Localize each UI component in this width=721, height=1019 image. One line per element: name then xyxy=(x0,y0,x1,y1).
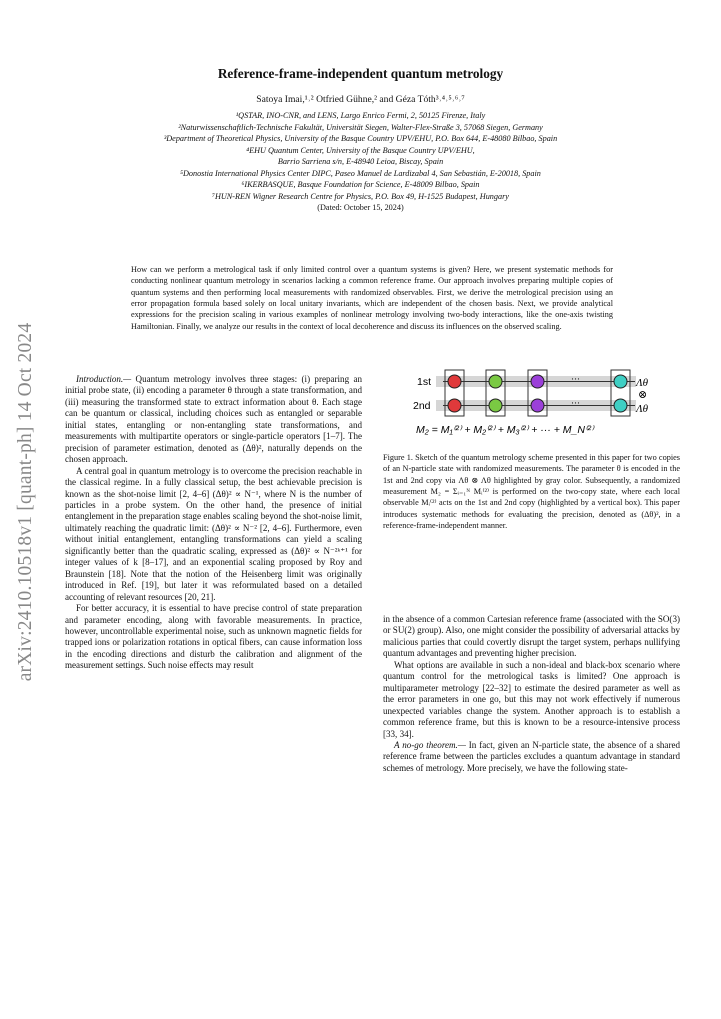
affiliation: Barrio Sarriena s/n, E-48940 Leioa, Biscay, Spain xyxy=(277,157,444,166)
particle-dot xyxy=(489,399,502,412)
date-line: (Dated: October 15, 2024) xyxy=(317,203,404,212)
lambda-theta: Λθ xyxy=(636,403,649,415)
paragraph: Quantum metrology involves three stages: (i) preparing an initial probe state, (ii) encoding a parameter θ through a state transformation, and (iii) measuring the transformed state to extract information about θ. Each stage can be quantum or classical, including choices such as entangled or separable initial states, entangling or non-entangling state transformations, and measurements with multipartite operators or single-particle operators [1–7]. The precision of parameter estimation, denoted as (Δθ)², naturally depends on the chosen approach. xyxy=(65,374,362,465)
paragraph: A central goal in quantum metrology is to overcome the precision reachable in the classical regime. In a fully classical setup, the best achievable precision is known as the shot-noise limit [2, 4–6] (Δθ)² ∝ N⁻¹, where N is the number of particles in a probe system. On the other hand, the presence of initial entanglement in the preparation stage enables scaling beyond the shot-noise limit, ultimately reaching the quadratic limit: (Δθ)² ∝ N⁻² [2, 4–6]. Furthermore, even without initial entanglement, entangling transformations can yield a scaling significantly better than the quadratic scaling, expressed as (Δθ)² ∝ N⁻²ᵏ⁺¹ for integer values of k [8–17], and an exponential scaling proposed by Roy and Braunstein [18]. Note that the notion of the Heisenberg limit was originally introduced in Ref. [19], but later it was reformulated based on a detailed accounting of relevant resources [20, 21]. xyxy=(65,465,362,602)
right-column xyxy=(383,614,680,774)
particle-dot xyxy=(448,375,461,388)
tensor-symbol: ⊗ xyxy=(638,389,648,401)
arxiv-id: arXiv:2410.10518v1 [quant-ph] 14 Oct 2024 xyxy=(15,322,36,682)
section-heading: A no-go theorem.— xyxy=(394,739,466,750)
paragraph: What options are available in such a non-ideal and black-box scenario where quantum control for the metrological tasks is limited? One approach is multiparameter metrology [22–32] to estimate the desired parameter as well as the error parameters in one go, but this may not work effectively if numerous unexpected variables change the system. Another approach is to establish a common reference frame, but this is known to be a resource-intensive process [33, 34]. xyxy=(383,659,680,739)
abstract: How can we perform a metrological task if only limited control over a quantum systems is given? Here, we present systematic methods for conducting nonlinear quantum metrology in scenarios lacking a common reference frame. Our approach involves preparing multiple copies of quantum systems and then performing local measurements with randomized observables. First, we derive the metrological precision using an error propagation formula based solely on local unitary invariants, which are independent of the chosen basis. Next, we provide analytical expressions for the precision scaling in various examples of nonlinear metrology involving two-body interactions, like the one-axis twisting Hamiltonian. Finally, we analyze our results in the context of local decoherence and discuss its influences on the observed scaling. xyxy=(131,265,613,331)
particle-dot xyxy=(614,399,627,412)
affiliation: ⁵Donostia International Physics Center DIPC, Paseo Manuel de Lardizabal 4, San Sebastián, E-20018, Spain xyxy=(180,168,541,178)
particle-dot xyxy=(531,375,544,388)
ellipsis: ··· xyxy=(571,374,580,384)
particle-dot xyxy=(489,375,502,388)
left-column xyxy=(65,374,362,672)
affiliation: ⁶IKERBASQUE, Basque Foundation for Science, E-48009 Bilbao, Spain xyxy=(241,180,480,189)
section-heading: Introduction.— xyxy=(76,374,132,384)
row2-label: 2nd xyxy=(413,400,431,412)
lambda-theta: Λθ xyxy=(636,377,649,389)
paragraph: For better accuracy, it is essential to have precise control of state preparation and parameter encoding, along with favorable measurements. In practice, however, uncontrollable experimental noise, such as unknown magnetic fields for trapped ions or polarization rotations in optical fibers, can cause information loss in the encoding directions and disturb the calibration and alignment of the measurement settings. Such noise effects may result xyxy=(65,603,362,671)
authors: Satoya Imai,¹˒² Otfried Gühne,² and Géza Tóth³˒⁴˒⁵˒⁶˒⁷ xyxy=(256,94,465,105)
ellipsis: ··· xyxy=(571,398,580,408)
arxiv-stamp xyxy=(4,322,48,682)
paragraph: In fact, given an N-particle state, the absence of a shared reference frame between the particles excludes a quantum advantage in standard schemes of metrology. More precisely, we have the following state- xyxy=(383,739,681,773)
figure-caption: Figure 1. Sketch of the quantum metrology scheme presented in this paper for two copies of an N-particle state with randomized measurements. The parameter θ is encoded in the 1st and 2nd copy via Λθ ⊗ Λθ highlighted by gray color. Subsequently, a randomized measurement M₂ = Σᵢ₌₁ᴺ Mᵢ⁽²⁾ is performed on the two-copy state, where each local observable Mᵢ⁽²⁾ acts on the 1st and 2nd copy (highlighted by a vertical box). This paper introduces systematic methods for evaluating the precision, denoted as (Δθ)², in a reference-frame-independent manner. xyxy=(383,453,680,531)
affiliation: ⁴EHU Quantum Center, University of the Basque Country UPV/EHU, xyxy=(246,145,475,155)
affiliation: ²Naturwissenschaftlich-Technische Fakultät, Universität Siegen, Walter-Flex-Straße 3, 57068 Siegen, Germany xyxy=(178,122,543,132)
paragraph: in the absence of a common Cartesian reference frame (associated with the SO(3) or SU(2) group). Also, one might consider the possibility of adversarial attacks by malicious parties that could covertly disrupt the target system, perhaps nullifying quantum advantages and preventing higher precision. xyxy=(383,614,680,659)
particle-dot xyxy=(614,375,627,388)
affiliation: ³Department of Theoretical Physics, University of the Basque Country UPV/EHU, P.O. Box 644, E-48080 Bilbao, Spain xyxy=(163,134,558,143)
paper-title: Reference-frame-independent quantum metrology xyxy=(217,66,504,81)
affiliation: ¹QSTAR, INO-CNR, and LENS, Largo Enrico Fermi, 2, 50125 Firenze, Italy xyxy=(235,111,486,120)
measurement-equation: M₂ = M₁⁽²⁾ + M₂⁽²⁾ + M₃⁽²⁾ + ··· + M_N⁽²⁾ xyxy=(416,424,594,436)
particle-dot xyxy=(531,399,544,412)
figure-1 xyxy=(383,368,673,444)
affiliations xyxy=(40,110,681,214)
particle-dot xyxy=(448,399,461,412)
row1-label: 1st xyxy=(417,376,432,388)
affiliation: ⁷HUN-REN Wigner Research Centre for Physics, P.O. Box 49, H-1525 Budapest, Hungary xyxy=(212,191,509,201)
